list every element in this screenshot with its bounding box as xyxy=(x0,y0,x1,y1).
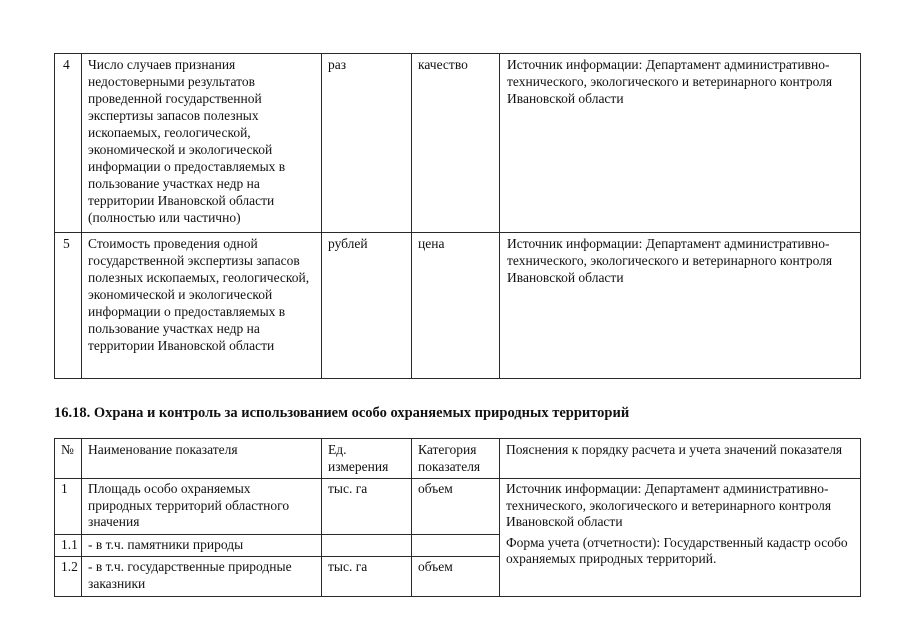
row-number: 4 xyxy=(55,54,82,233)
unit-of-measure: тыс. га xyxy=(322,479,412,535)
indicator-name: Число случаев признания недостоверными результатов проведенной государственной экспертизы запасов полезных ископаемых, геологической, экономической и экологической информации о предоставляемых в пользование участках недр на территории Ивановской области (полностью или частично) xyxy=(82,54,322,233)
protected-areas-table xyxy=(54,438,861,597)
indicator-category: цена xyxy=(412,233,500,379)
header-notes: Пояснения к порядку расчета и учета значений показателя xyxy=(500,439,861,479)
header-category: Категория показателя xyxy=(412,439,500,479)
section-title: 16.18. Охрана и контроль за использованием особо охраняемых природных территорий xyxy=(54,405,630,421)
indicator-name: Стоимость проведения одной государственной экспертизы запасов полезных ископаемых, геологической, экономической и экологической информации о предоставляемых в пользование участках недр на территории Ивановской области xyxy=(82,233,322,379)
calculation-note: Источник информации: Департамент административно-технического, экологического и ветеринарного контроля Ивановской области xyxy=(500,54,861,233)
note-source: Источник информации: Департамент административно-технического, экологического и ветеринарного контроля Ивановской области xyxy=(506,481,832,529)
unit-of-measure: тыс. га xyxy=(322,557,412,597)
table-row xyxy=(55,479,861,535)
calculation-note xyxy=(500,479,861,597)
calculation-note: Источник информации: Департамент административно-технического, экологического и ветеринарного контроля Ивановской области xyxy=(500,233,861,379)
unit-of-measure xyxy=(322,535,412,557)
note-reporting-form: Форма учета (отчетности): Государственный кадастр особо охраняемых природных территорий. xyxy=(506,534,848,566)
indicator-category: объем xyxy=(412,557,500,597)
indicator-name: Площадь особо охраняемых природных территорий областного значения xyxy=(82,479,322,535)
indicator-name: - в т.ч. памятники природы xyxy=(82,535,322,557)
header-unit: Ед. измерения xyxy=(322,439,412,479)
indicator-category xyxy=(412,535,500,557)
header-number: № xyxy=(55,439,82,479)
indicators-table-continued xyxy=(54,53,861,379)
row-number: 5 xyxy=(55,233,82,379)
row-number: 1.1 xyxy=(55,535,82,557)
header-indicator-name: Наименование показателя xyxy=(82,439,322,479)
row-number: 1.2 xyxy=(55,557,82,597)
table-header-row xyxy=(55,439,861,479)
indicator-name: - в т.ч. государственные природные заказники xyxy=(82,557,322,597)
unit-of-measure: раз xyxy=(322,54,412,233)
table-row xyxy=(55,54,861,233)
table-row xyxy=(55,233,861,379)
row-number: 1 xyxy=(55,479,82,535)
unit-of-measure: рублей xyxy=(322,233,412,379)
indicator-category: качество xyxy=(412,54,500,233)
indicator-category: объем xyxy=(412,479,500,535)
